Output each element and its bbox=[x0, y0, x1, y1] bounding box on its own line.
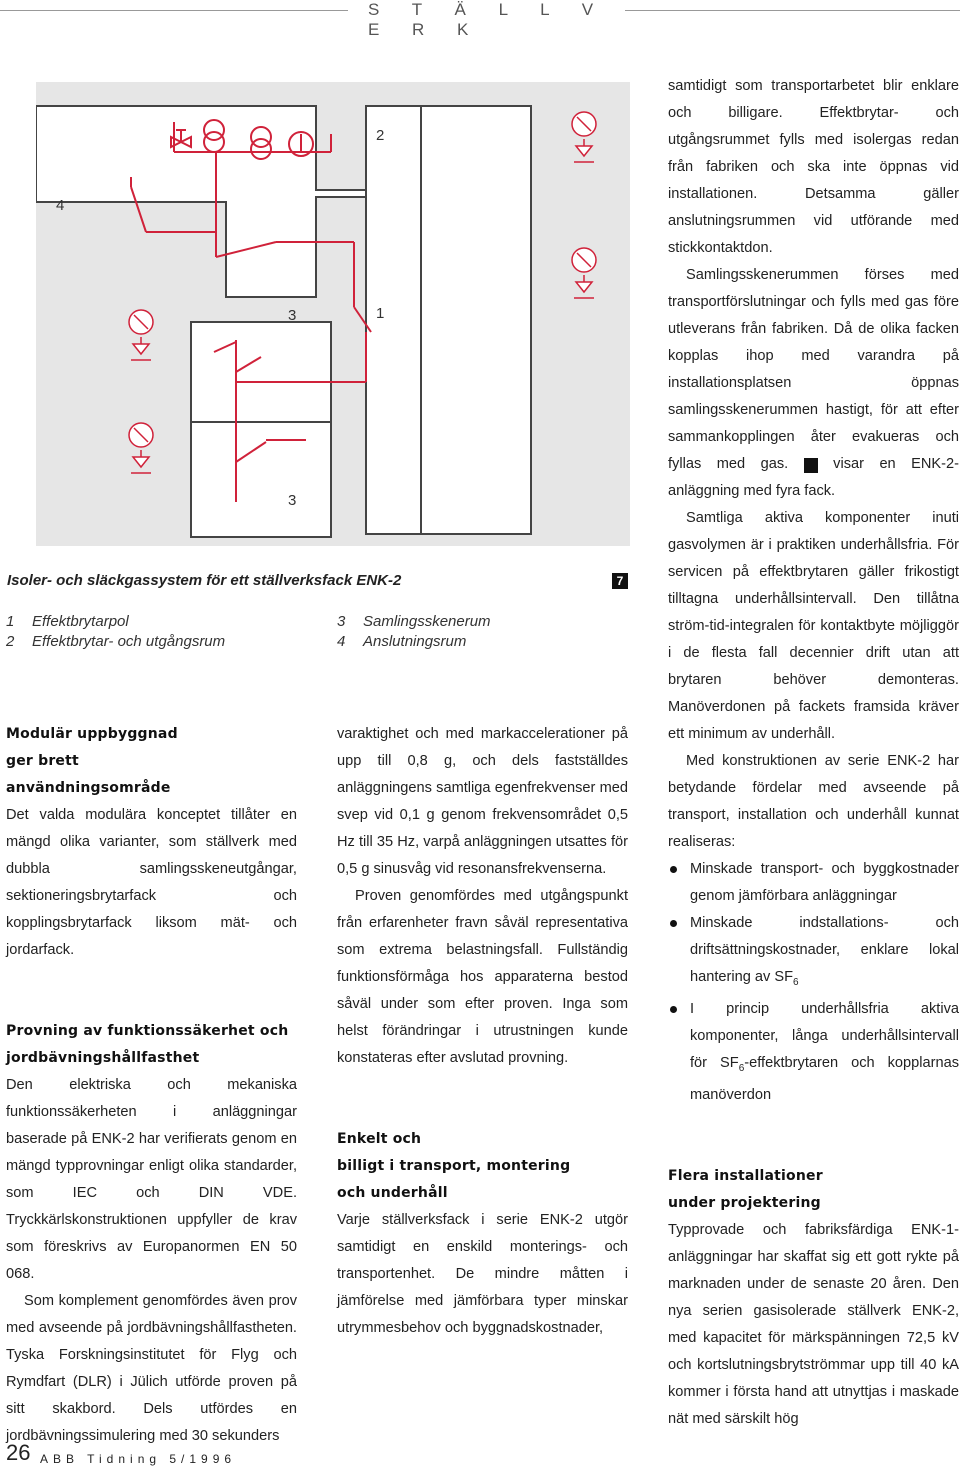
journal-name: ABB Tidning 5/1996 bbox=[40, 1452, 237, 1466]
figure-caption-title: Isoler- och släckgassystem för ett ställverksfack ENK-2 bbox=[7, 572, 402, 589]
text-column-1 bbox=[6, 721, 297, 1450]
header-rule-right bbox=[625, 10, 960, 11]
paragraph: samtidigt som transportarbetet blir enklare och billigare. Effektbrytar- och utgångsrummet fylls med isolergas redan från fabriken och ska inte öppnas vid installationen. Detsamma gäller anslutningsrummen vid utförande med stickkontaktdon. bbox=[668, 78, 959, 256]
paragraph: Typprovade och fabriksfärdiga ENK-1-anläggningar har skaffat sig ett gott rykte på marknaden under de senaste 20 åren. Den nya serien gasisolerade ställverk ENK-2, med kapacitet för märkspänningen 72,5 kV och kortslutningsbrytströmmar upp till 40 kA kommer i första hand att utnyttjas i maskade nät med särskilt hög bbox=[668, 1221, 959, 1427]
bullet-item: Minskade indstallations- och driftsättningskostnader, enklare lokal hantering av $SF_6$ bbox=[668, 910, 959, 996]
bullet-item: Minskade transport- och byggkostnader genom jämförbara anläggningar bbox=[668, 856, 959, 910]
paragraph: Samlingsskenerummen förses med transportförslutningar och fylls med gas före utleverans från fabriken. Då de olika facken kopplas ihop med varandra på installationsplatsen öppnas samlingsskenerummen hastigt, för att efter sammankopplingen åter evakueras och fyllas med gas. 8 visar en ENK-2-anläggning med fyra fack. bbox=[668, 267, 959, 499]
paragraph: Den elektriska och mekaniska funktionssäkerheten i anläggningar baserade på ENK-2 har verifierats genom en mängd typprovningar enligt olika standarder, som IEC och DIN VDE. Tryckkärlskonstruktionen uppfyller de krav som föreskrivs av Europanormen EN 50 068. bbox=[6, 1077, 297, 1282]
paragraph: Som komplement genomfördes även prov med avseende på jordbävningshållfastheten. Tyska Forskningsinstitutet för Flyg och Rymdfart (DLR) i Jülich utförde proven på sitt skakbord. Dels utfördes en jordbävningssimulering med 30 sekunders bbox=[6, 1293, 297, 1444]
legend-item: 4 Anslutningsrum bbox=[337, 633, 467, 650]
gauge-icon-left-2 bbox=[129, 423, 153, 473]
figure-label-4: 4 bbox=[56, 197, 65, 214]
compartment-3-lower bbox=[191, 422, 331, 537]
section-title: S T Ä L L V E R K bbox=[368, 0, 608, 39]
compartment-2 bbox=[366, 106, 531, 534]
compartment-4 bbox=[36, 106, 366, 297]
gauge-icon-right-2 bbox=[572, 248, 596, 298]
paragraph: Det valda modulära konceptet tillåter en mängd olika varianter, som ställverk med dubbla samlingsskeneutgångar, sektioneringsbrytarfack och kopplingsbrytarfack liksom mät- och jordarfack. bbox=[6, 807, 297, 958]
heading-testing: Provning av funktionssäkerhet och jordbävningshållfasthet bbox=[6, 1023, 289, 1066]
page-number: 26 bbox=[6, 1440, 31, 1465]
header-rule-left bbox=[0, 10, 348, 11]
legend-item: 2 Effektbrytar- och utgångsrum bbox=[6, 633, 226, 650]
figure-label-1: 1 bbox=[376, 305, 385, 322]
paragraph: Med konstruktionen av serie ENK-2 har betydande fördelar med avseende på transport, installation och underhåll kunnat realiseras: bbox=[668, 753, 959, 850]
figure-legend-left bbox=[6, 612, 225, 652]
figure-reference-badge: 8 bbox=[804, 458, 818, 473]
figure-number-badge: 7 bbox=[612, 573, 628, 589]
heading-transport: Enkelt och billigt i transport, montering och underhåll bbox=[337, 1131, 571, 1201]
heading-modular: Modulär uppbyggnad ger brett användningsområde bbox=[6, 726, 178, 796]
legend-item: 1 Effektbrytarpol bbox=[6, 613, 129, 630]
paragraph: Samtliga aktiva komponenter inuti gasvolymen är i praktiken underhållsfria. För servicen på effektbrytaren gäller frikostigt tilltagna underhållsintervall. Den tillåtna ström-tid-integralen för kontaktbyte möjliggör i de flesta fall decennier drift utan att brytaren behöver demonteras. Manöverdonen på fackets framsida kräver ett minimum av underhåll. bbox=[668, 510, 959, 742]
figure-label-3-upper: 3 bbox=[288, 307, 297, 324]
figure-label-2: 2 bbox=[376, 127, 385, 144]
heading-installations: Flera installationer under projektering bbox=[668, 1167, 823, 1211]
paragraph: Proven genomfördes med utgångspunkt från erfarenheter fravn såväl representativa som extrema belastningsfall. Fullständig funktionsförmåga hos apparaterna bestod såväl under som efter proven. Inga som helst förändringar i utrustningen kunde konstateras efter avslutad provning. bbox=[337, 888, 628, 1066]
gauge-icon-left-1 bbox=[129, 310, 153, 360]
switchgear-diagram bbox=[36, 82, 630, 546]
legend-item: 3 Samlingsskenerum bbox=[337, 613, 491, 630]
text-column-2 bbox=[337, 721, 628, 1342]
figure-label-3-lower: 3 bbox=[288, 492, 297, 509]
gauge-icon-right-1 bbox=[572, 112, 596, 162]
compartment-3-upper bbox=[191, 322, 331, 422]
figure-legend-right bbox=[337, 612, 491, 652]
text-column-3 bbox=[668, 73, 959, 1433]
bullet-item: I princip underhållsfria aktiva komponenter, långa underhållsintervall för $SF_6$-effektbrytaren och kopplarnas manöverdon bbox=[668, 996, 959, 1109]
paragraph: Varje ställverksfack i serie ENK-2 utgör samtidigt en enskild monterings- och transportenhet. De mindre måtten i jämförelse med jämförbara typer minskar utrymmesbehov och byggnadskostnader, bbox=[337, 1212, 628, 1336]
paragraph: varaktighet och med markaccelerationer på upp till 0,8 g, och dels fastställdes anläggningens samtliga egenfrekvenser med svep vid 0,1 g genom frekvensområdet 0,5 Hz till 35 Hz, varpå anläggningen utsattes för 0,5 g sinusvåg vid resonansfrekvenserna. bbox=[337, 726, 628, 877]
